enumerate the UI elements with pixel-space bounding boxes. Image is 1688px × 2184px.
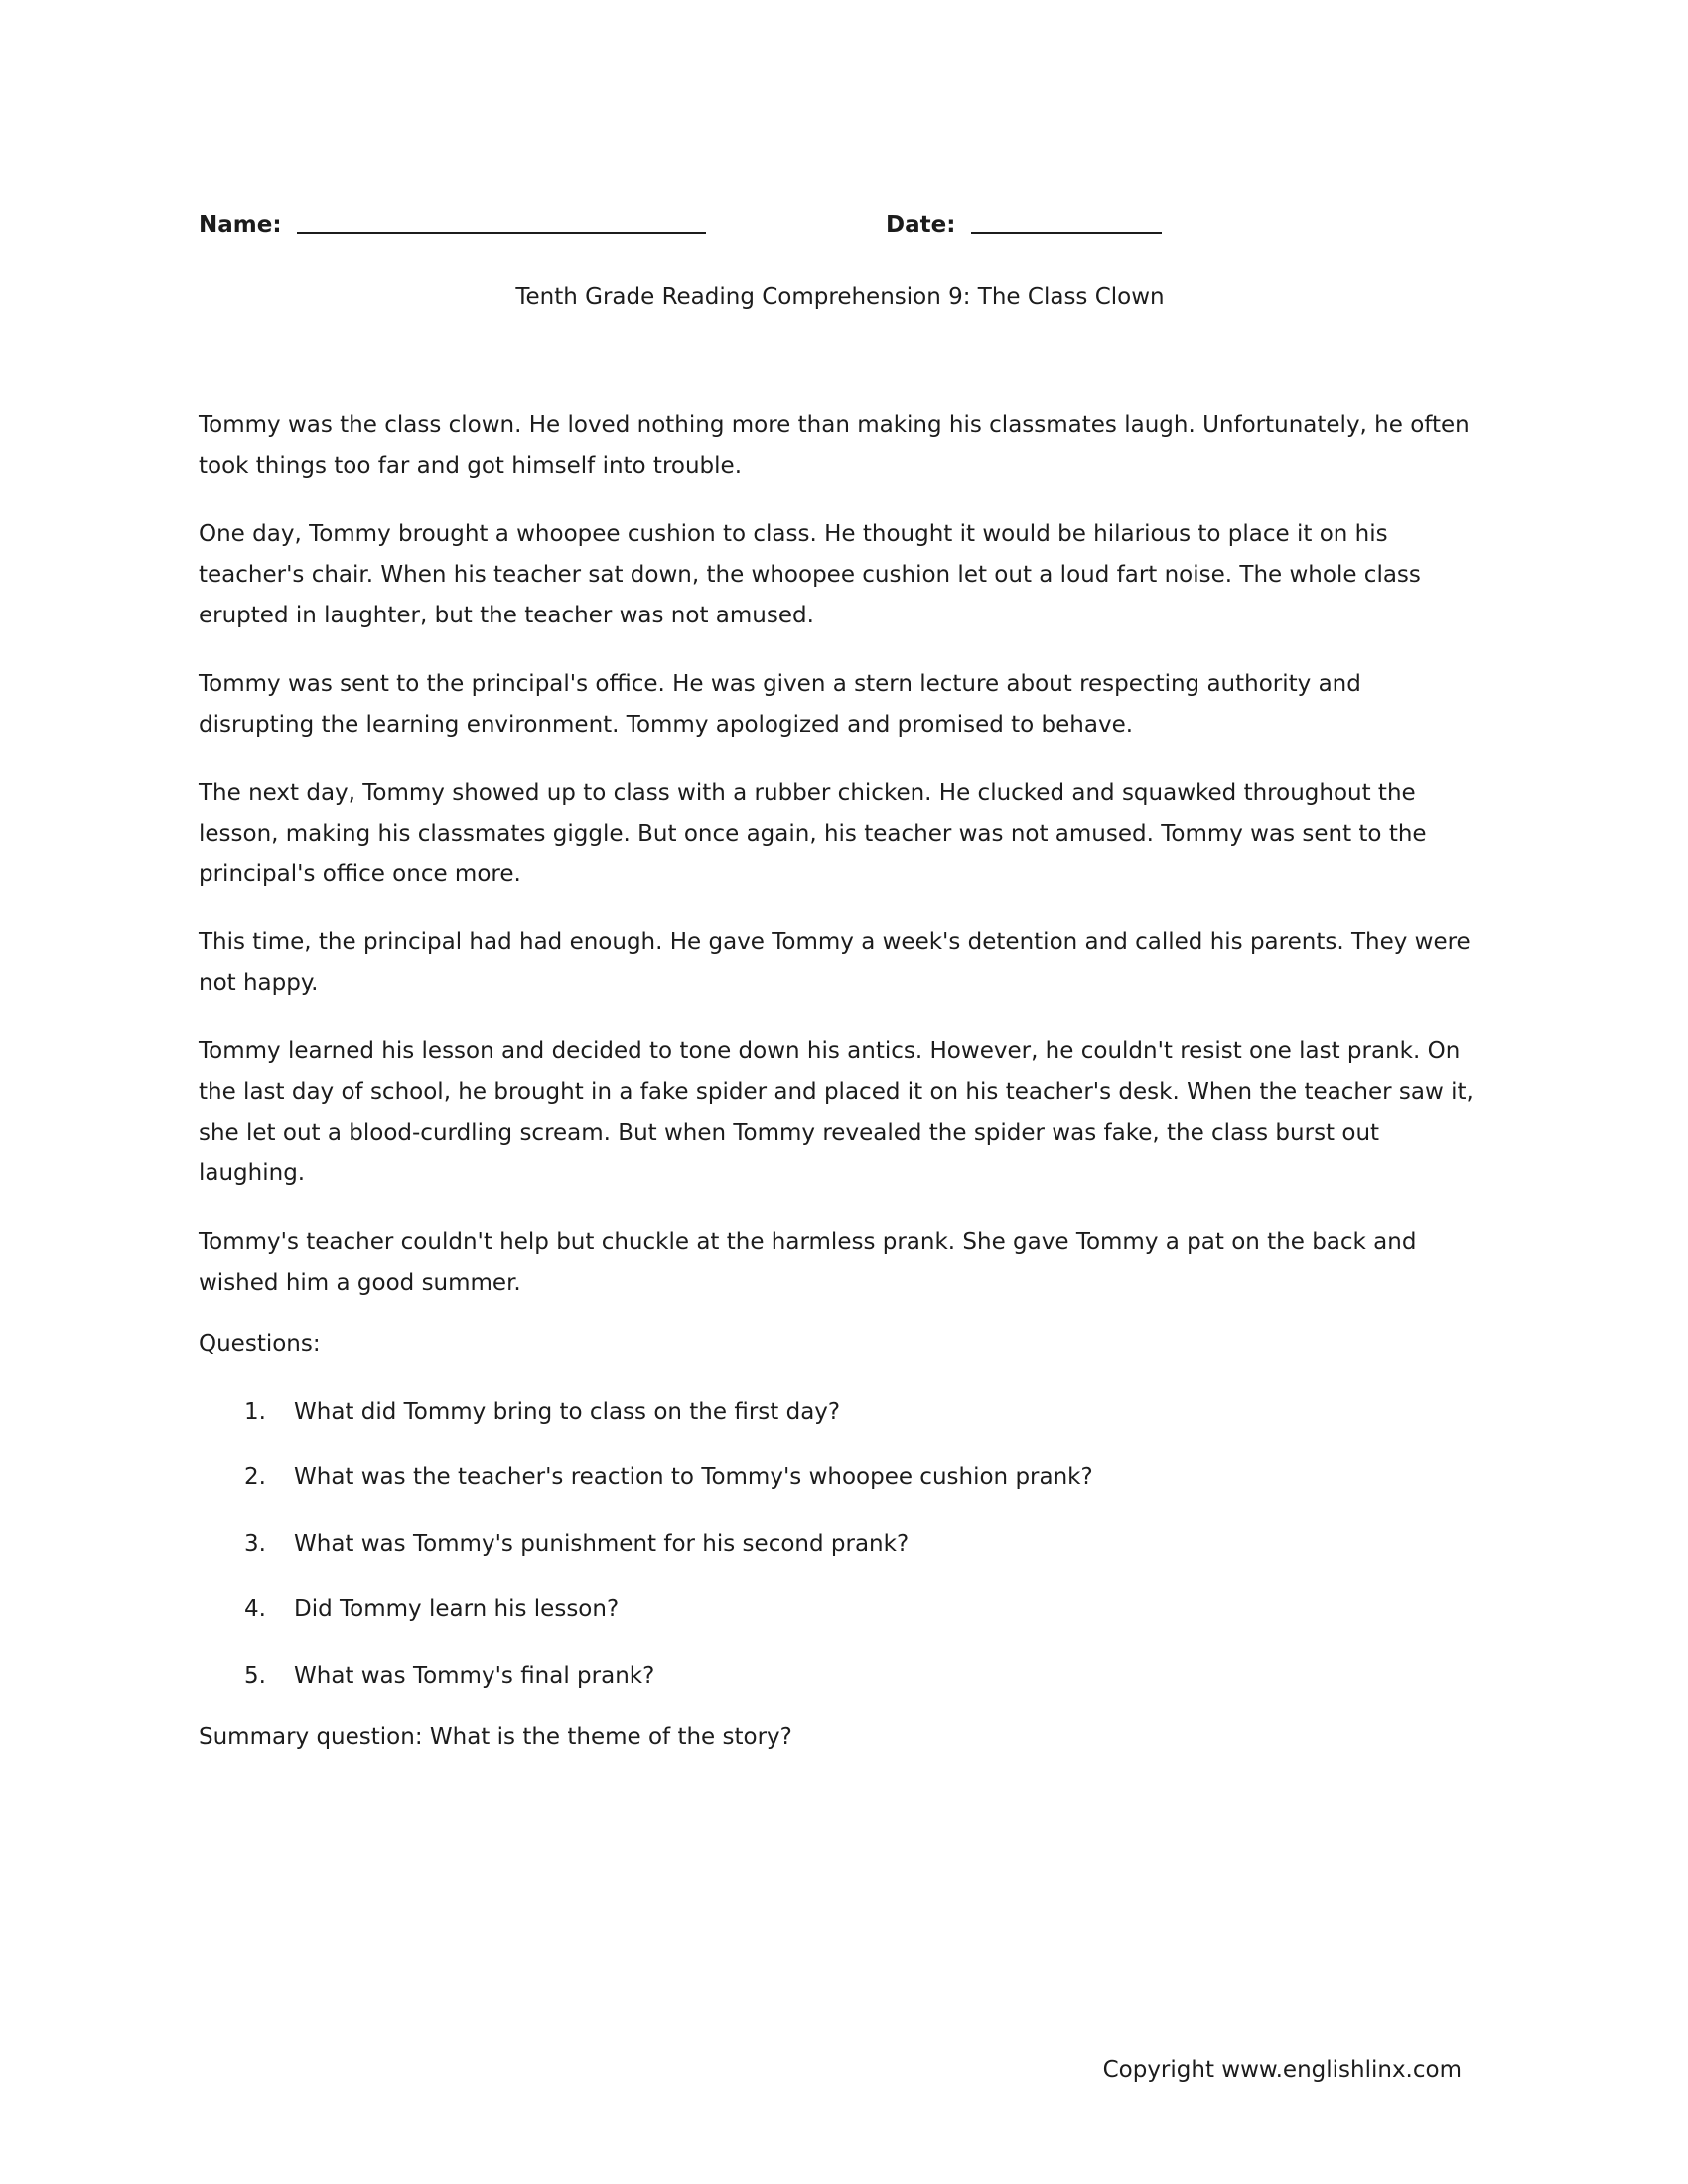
- story-paragraph: One day, Tommy brought a whoopee cushion to class. He thought it would be hilarious to place it on his teacher's chair. When his teacher sat down, the whoopee cushion let out a loud fart noise. The whole class erupted in laughter, but the teacher was not amused.: [199, 520, 1421, 628]
- date-blank-line: [971, 210, 1162, 234]
- question-text: What was the teacher's reaction to Tommy's whoopee cushion prank?: [294, 1464, 1093, 1491]
- question-text: What was Tommy's punishment for his second prank?: [294, 1530, 910, 1557]
- name-label: Name:: [199, 212, 282, 238]
- question-text: What was Tommy's final prank?: [294, 1662, 655, 1689]
- question-number: 5.: [244, 1662, 266, 1689]
- summary-question: Summary question: What is the theme of the story?: [199, 1724, 792, 1751]
- question-item: [199, 1460, 1481, 1495]
- question-number: 3.: [244, 1530, 266, 1557]
- name-field-group: [199, 208, 706, 238]
- header-row: [199, 208, 1481, 252]
- story-paragraph: Tommy learned his lesson and decided to tone down his antics. However, he couldn't resist one last prank. On the last day of school, he brought in a fake spider and placed it on his teacher's desk. When the teacher saw it, she let out a blood-curdling scream. But when Tommy revealed the spider was fake, the class burst out laughing.: [199, 1038, 1474, 1187]
- question-number: 4.: [244, 1596, 266, 1623]
- question-item: [199, 1527, 1481, 1562]
- story-paragraph: Tommy was the class clown. He loved nothing more than making his classmates laugh. Unfortunately, he often took things too far and got himself into trouble.: [199, 412, 1470, 478]
- question-list: [199, 1395, 1481, 1694]
- story-paragraph: Tommy's teacher couldn't help but chuckle at the harmless prank. She gave Tommy a pat on the back and wished him a good summer.: [199, 1229, 1417, 1296]
- date-field-group: [886, 208, 1162, 238]
- copyright-text: Copyright www.englishlinx.com: [1102, 2057, 1462, 2083]
- question-item: [199, 1592, 1481, 1627]
- story-body: [199, 405, 1481, 1303]
- story-paragraph: This time, the principal had had enough. He gave Tommy a week's detention and called his parents. They were not happy.: [199, 929, 1471, 997]
- page-title: Tenth Grade Reading Comprehension 9: The Class Clown: [515, 284, 1165, 310]
- story-paragraph: Tommy was sent to the principal's office. He was given a stern lecture about respecting authority and disrupting the learning environment. Tommy apologized and promised to behave.: [199, 670, 1361, 738]
- question-text: Did Tommy learn his lesson?: [294, 1596, 620, 1623]
- question-item: [199, 1659, 1481, 1694]
- question-number: 2.: [244, 1464, 266, 1491]
- question-number: 1.: [244, 1398, 266, 1425]
- question-item: [199, 1395, 1481, 1430]
- question-text: What did Tommy bring to class on the first day?: [294, 1398, 841, 1425]
- name-blank-line: [297, 210, 706, 234]
- questions-heading: Questions:: [199, 1330, 321, 1357]
- story-paragraph: The next day, Tommy showed up to class with a rubber chicken. He clucked and squawked throughout the lesson, making his classmates giggle. But once again, his teacher was not amused. Tommy was sent to the principal's office once more.: [199, 779, 1427, 887]
- date-label: Date:: [886, 212, 956, 238]
